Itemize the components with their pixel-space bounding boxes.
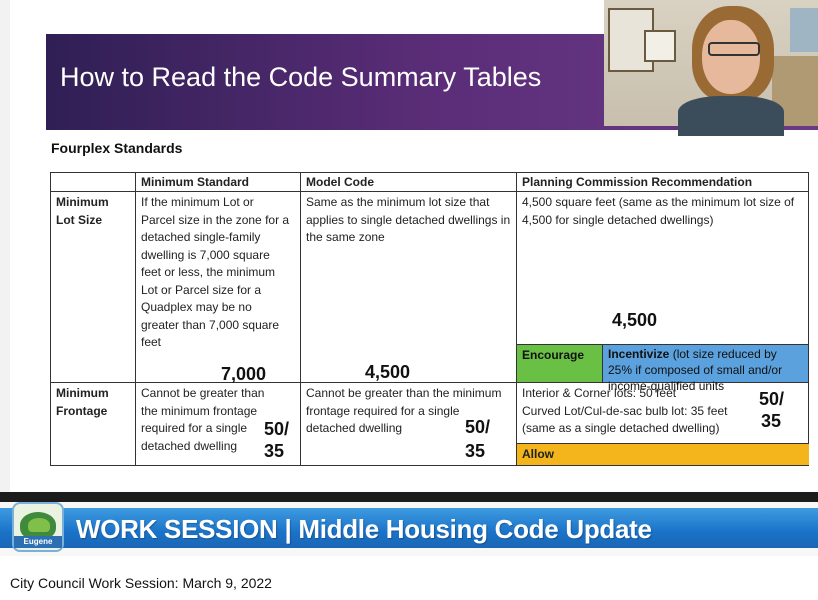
model-code-lot-text: Same as the minimum lot size that applies to single detached dwellings in the same zone bbox=[306, 195, 511, 244]
speaker-glasses bbox=[708, 42, 760, 56]
encourage-label: Encourage bbox=[522, 348, 585, 362]
pc-frontage-value-a: 50/ bbox=[759, 389, 785, 409]
cell-min-standard-frontage bbox=[136, 383, 301, 466]
title-bar bbox=[0, 508, 818, 548]
speaker-shirt bbox=[678, 96, 784, 136]
speaker-face bbox=[702, 20, 760, 94]
lower-third-banner bbox=[0, 492, 818, 556]
incentivize-text: (lot size reduced by 25% if composed of small and/or income-qualified units bbox=[608, 347, 783, 393]
speaker-webcam bbox=[604, 0, 818, 126]
table-row-frontage bbox=[51, 383, 809, 466]
incentivize-box bbox=[603, 344, 808, 393]
row-label-frontage: Minimum Frontage bbox=[51, 383, 136, 466]
divider-bar bbox=[0, 492, 818, 502]
wall-map bbox=[790, 8, 818, 52]
table-row-lot-size bbox=[51, 192, 809, 383]
min-standard-frontage-value-b: 35 bbox=[264, 441, 285, 461]
model-code-lot-value: 4,500 bbox=[365, 362, 411, 382]
pc-frontage-line2: Curved Lot/Cul-de-sac bulb lot: 35 feet bbox=[522, 403, 728, 418]
pc-lot-text: 4,500 square feet (same as the minimum lot size of 4,500 for single detached dwellings) bbox=[522, 195, 795, 227]
table-header-row bbox=[51, 173, 809, 192]
column-header-pc-recommendation: Planning Commission Recommendation bbox=[517, 173, 809, 192]
session-title: WORK SESSION | Middle Housing Code Update bbox=[76, 514, 652, 544]
min-standard-lot-value: 7,000 bbox=[221, 364, 267, 384]
pc-frontage-line3: (same as a single detached dwelling) bbox=[522, 421, 720, 435]
model-code-frontage-value-a: 50/ bbox=[465, 417, 491, 437]
logo-hill-small-icon bbox=[28, 518, 50, 532]
wall-frame-small bbox=[644, 30, 676, 62]
model-code-frontage-text: Cannot be greater than the minimum frontage required for a single detached dwelling bbox=[306, 386, 502, 435]
pc-frontage-value-b: 35 bbox=[761, 411, 782, 431]
allow-label: Allow bbox=[522, 447, 554, 461]
pc-frontage-line1: Interior & Corner lots: 50 feet bbox=[522, 386, 677, 400]
cell-pc-frontage bbox=[517, 383, 809, 466]
eugene-logo bbox=[12, 502, 64, 552]
row-label-lot-size: Minimum Lot Size bbox=[51, 192, 136, 383]
allow-box bbox=[517, 443, 809, 465]
min-standard-frontage-value-a: 50/ bbox=[264, 419, 290, 439]
model-code-frontage-value-b: 35 bbox=[465, 441, 486, 461]
table-heading: Fourplex Standards bbox=[51, 140, 183, 156]
column-header-empty bbox=[51, 173, 136, 192]
cell-min-standard-lot-size bbox=[136, 192, 301, 383]
incentivize-label: Incentivize bbox=[608, 347, 670, 361]
encourage-box bbox=[517, 344, 603, 382]
column-header-model-code: Model Code bbox=[301, 173, 517, 192]
fourplex-standards-table bbox=[50, 172, 809, 466]
slide-title: How to Read the Code Summary Tables bbox=[60, 62, 542, 92]
cell-model-code-lot-size bbox=[301, 192, 517, 383]
cell-model-code-frontage bbox=[301, 383, 517, 466]
column-header-minimum-standard: Minimum Standard bbox=[136, 173, 301, 192]
min-standard-lot-text: If the minimum Lot or Parcel size in the zone for a detached single-family dwelling is 7,000 square feet or less, the minimum Lot or Parcel size for a Quadplex may be no greater than 7,000 square feet bbox=[141, 195, 290, 349]
min-standard-frontage-text: Cannot be greater than the minimum frontage required for a single detached dwelling bbox=[141, 386, 265, 453]
pc-lot-value: 4,500 bbox=[612, 310, 658, 330]
video-caption: City Council Work Session: March 9, 2022 bbox=[10, 575, 272, 591]
logo-text: Eugene bbox=[14, 536, 62, 548]
